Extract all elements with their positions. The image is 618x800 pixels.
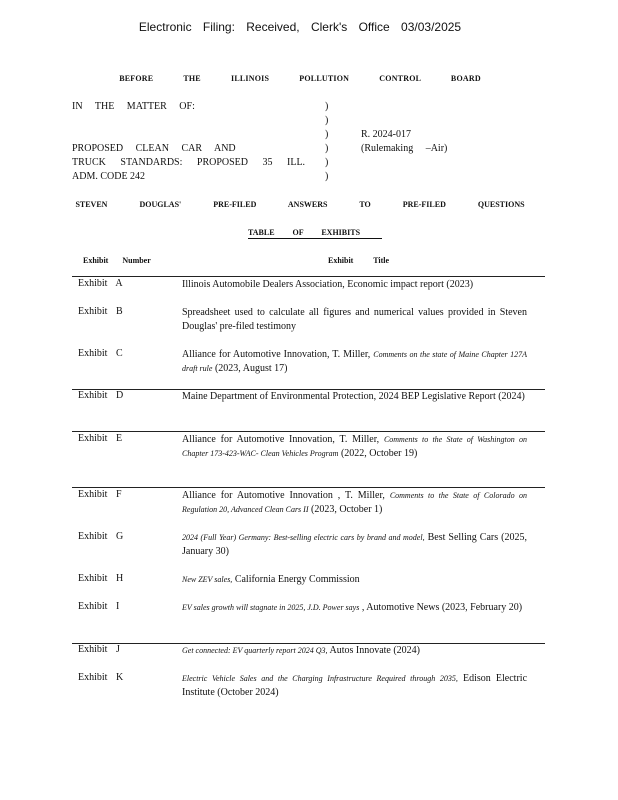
exhibit-title	[182, 601, 527, 615]
exhibit-label: Exhibit K	[78, 672, 124, 683]
board-heading: BEFORE THE ILLINOIS POLLUTION CONTROL BOARD	[119, 74, 481, 83]
column-header-title: Exhibit Title	[328, 256, 390, 265]
exhibit-title-italic: Electric Vehicle Sales and the Charging Infrastructure Required through 2035,	[182, 674, 458, 683]
exhibit-title-text: Alliance for Automotive Innovation, T. Miller,	[182, 434, 384, 445]
exhibit-title-text: (2023, August 17)	[212, 363, 288, 374]
caption-line: IN THE MATTER OF:	[72, 101, 195, 112]
exhibit-label: Exhibit J	[78, 644, 120, 655]
paren: )	[325, 129, 329, 140]
paren: )	[325, 157, 329, 168]
exhibit-title-text: (2022, October 19)	[338, 448, 418, 459]
case-caption	[72, 100, 305, 184]
paren: )	[325, 143, 329, 154]
exhibit-title	[182, 489, 527, 517]
exhibit-label: Exhibit I	[78, 601, 120, 612]
exhibit-label: Exhibit H	[78, 573, 124, 584]
exhibit-title-text: (2023, October 1)	[308, 504, 383, 515]
exhibit-title-italic: Comments on the state of Maine Chapter 127A draft rule	[182, 350, 528, 373]
filing-stamp: Electronic Filing: Received, Clerk's Office 03/03/2025	[138, 20, 462, 34]
exhibit-title	[182, 306, 527, 334]
row-divider	[72, 431, 545, 432]
exhibit-title-italic: 2024 (Full Year) Germany: Best-selling electric cars by brand and model,	[182, 533, 425, 542]
caption-parens	[325, 100, 328, 184]
exhibit-title-text: Autos Innovate (2024)	[327, 645, 421, 656]
exhibit-title-text: Illinois Automobile Dealers Association, Economic impact report (2023)	[182, 279, 474, 290]
exhibit-title-italic: Comments to the State of Colorado on Regulation 20, Advanced Clean Cars II	[182, 491, 528, 514]
exhibit-title-text: Alliance for Automotive Innovation, T. Miller,	[182, 349, 374, 360]
exhibit-title-italic: Comments to the State of Washington on Chapter 173-423-WAC- Clean Vehicles Program	[182, 435, 527, 458]
exhibit-title	[182, 531, 527, 559]
docket-info	[361, 128, 447, 156]
exhibit-title-text: , Automotive News (2023, February 20)	[359, 602, 523, 613]
exhibit-title	[182, 672, 527, 700]
exhibit-label: Exhibit D	[78, 390, 124, 401]
exhibit-title-text: California Energy Commission	[232, 574, 360, 585]
exhibit-title-italic: Get connected: EV quarterly report 2024 Q3,	[182, 646, 328, 655]
exhibit-label: Exhibit E	[78, 433, 123, 444]
table-title: TABLE OF EXHIBITS	[248, 228, 382, 239]
exhibit-title-italic: New ZEV sales,	[182, 575, 233, 584]
paren: )	[325, 171, 329, 182]
rulemaking-type: (Rulemaking –Air)	[361, 143, 448, 154]
exhibit-title	[182, 390, 527, 404]
exhibit-title-text: Maine Department of Environmental Protection, 2024 BEP Legislative Report (2024)	[182, 391, 525, 402]
paren: )	[325, 115, 329, 126]
exhibit-title-text: Spreadsheet used to calculate all figures and numerical values provided in Steven Douglas' pre-filed testimony	[182, 307, 527, 332]
exhibit-title-text: Edison Electric Institute (October 2024)	[182, 673, 528, 698]
exhibit-title	[182, 644, 527, 658]
exhibit-title	[182, 278, 527, 292]
exhibit-label: Exhibit F	[78, 489, 122, 500]
row-divider	[72, 276, 545, 277]
exhibit-label: Exhibit G	[78, 531, 124, 542]
column-header-number: Exhibit Number	[83, 256, 151, 265]
caption-line: PROPOSED CLEAN CAR AND	[72, 143, 236, 154]
exhibit-label: Exhibit C	[78, 348, 123, 359]
exhibit-title-text: Alliance for Automotive Innovation , T. Miller,	[182, 490, 390, 501]
exhibit-label: Exhibit B	[78, 306, 123, 317]
answers-title: STEVEN DOUGLAS' PRE-FILED ANSWERS TO PRE-FILED QUESTIONS	[75, 200, 525, 209]
exhibit-title	[182, 573, 527, 587]
exhibit-title-text: Best Selling Cars (2025, January 30)	[182, 532, 527, 557]
exhibit-title	[182, 433, 527, 461]
paren: )	[325, 101, 329, 112]
docket-number: R. 2024-017	[361, 129, 411, 140]
row-divider	[72, 487, 545, 488]
caption-line: TRUCK STANDARDS: PROPOSED 35 ILL.	[72, 157, 306, 168]
exhibit-title	[182, 348, 527, 376]
exhibit-title-italic: EV sales growth will stagnate in 2025, J.D. Power says	[182, 603, 360, 612]
exhibit-label: Exhibit A	[78, 278, 123, 289]
caption-line: ADM. CODE 242	[72, 171, 146, 182]
